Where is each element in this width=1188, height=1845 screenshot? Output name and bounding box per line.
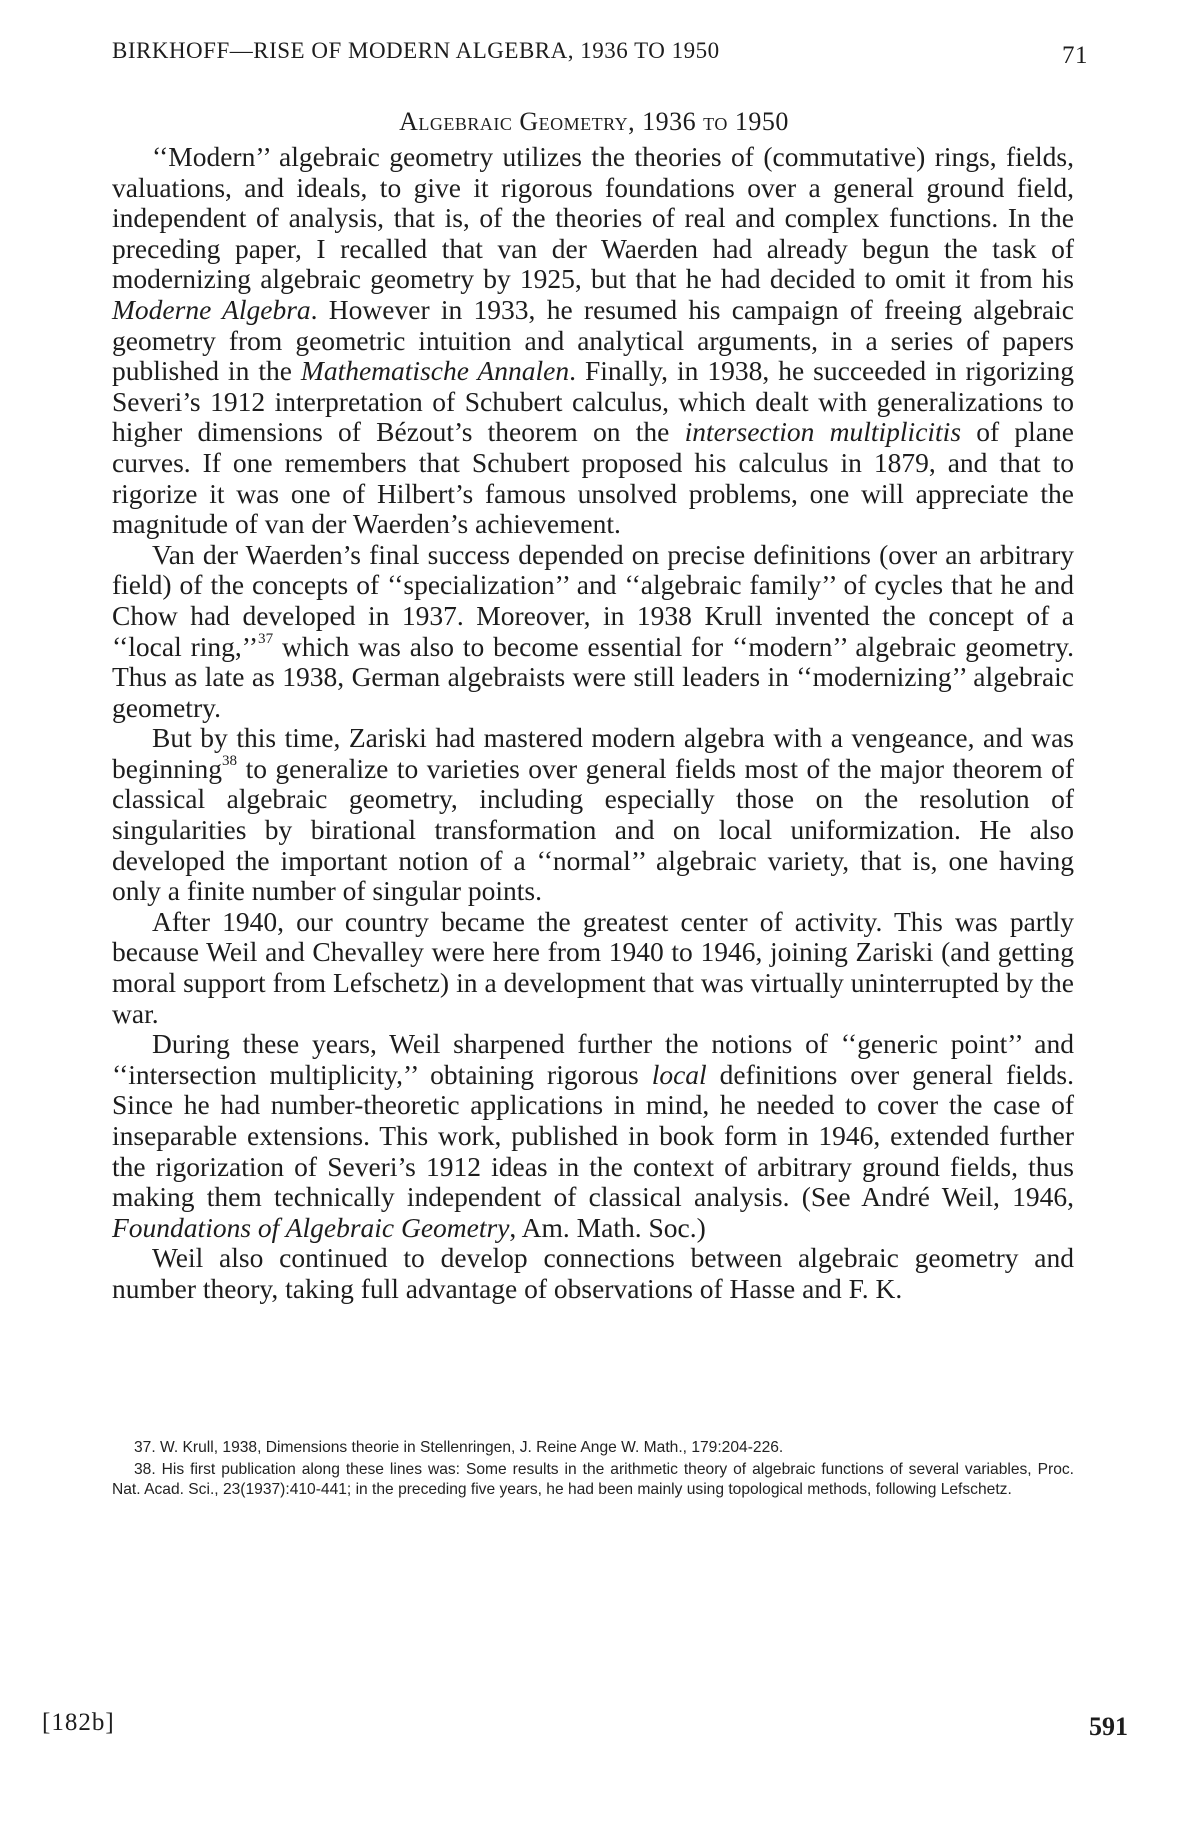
text-run: After 1940, our country became the greatest center of activity. This was partly because Weil and Chevalley were here from 1940 to 1946, joining Zariski (and getting moral support from Lefschetz) in a development that was virtually uninterrupted by the war. (112, 905, 1074, 1029)
paragraph (112, 723, 1074, 907)
text-run: . However in 1933, he resumed his campaign of freeing algebraic geometry from geometric intuition and analytical arguments, in a series of papers published in the (112, 293, 1074, 387)
section-title: Algebraic Geometry, 1936 to 1950 (399, 107, 789, 136)
footnote-reference[interactable]: 38 (222, 753, 238, 770)
paragraph (112, 1029, 1074, 1243)
italic-title: Moderne Algebra (112, 293, 311, 325)
footer-page-number: 591 (1089, 1712, 1128, 1741)
italic-term: intersection multiplicitis (684, 416, 962, 448)
text-run: , Am. Math. Soc.) (509, 1211, 706, 1243)
body-text (112, 142, 1074, 1305)
running-header (112, 38, 1088, 68)
running-title: BIRKHOFF—RISE OF MODERN ALGEBRA, 1936 TO 1950 (112, 38, 720, 63)
text-run: of plane curves. If one remembers that Schubert proposed his calculus in 1879, and that to rigorize it was one of Hilbert’s famous unsolved problems, one will appreciate the magnitude of van der Waerden’s achievement. (112, 416, 1074, 540)
text-run: . Finally, in 1938, he succeeded in rigorizing Severi’s 1912 interpretation of Schubert calculus, which dealt with generalizations to higher dimensions of Bézout’s theorem on the (112, 355, 1074, 448)
paragraph (112, 907, 1074, 1029)
text-run: During these years, Weil sharpened further the notions of ‘‘generic point’’ and ‘‘intersection multiplicity,’’ obtaining rigorous (112, 1028, 1074, 1090)
header-page-number: 71 (1062, 42, 1088, 69)
text-run: definitions over general fields. Since he had number-theoretic applications in mind, he needed to cover the case of inseparable extensions. This work, published in book form in 1946, extended further the rigorization of Severi’s 1912 ideas in the context of arbitrary ground fields, thus making them technically independent of classical analysis. (See André Weil, 1946, (112, 1058, 1074, 1213)
footnote-38: 38. His first publication along these lines was: Some results in the arithmetic theory of algebraic functions of several variables, Proc. Nat. Acad. Sci., 23(1937):410-441; in the preceding five years, he had been mainly using topological methods, following Lefschetz. (112, 1461, 1074, 1498)
text-run: to generalize to varieties over general fields most of the major theorem of classical algebraic geometry, including especially those on the resolution of singularities by birational transformation and on local uniformization. He also developed the important notion of a ‘‘normal’’ algebraic variety, that is, one having only a finite number of singular points. (112, 752, 1074, 907)
paragraph (112, 142, 1074, 540)
footer-label: [182b] (42, 1709, 115, 1736)
italic-term: local (651, 1058, 707, 1090)
text-run: ‘‘Modern’’ algebraic geometry utilizes the theories of (commutative) rings, fields, valuations, and ideals, to give it rigorous foundations over a general ground field, independent of analysis, that is, of the theories of real and complex functions. In the preceding paper, I recalled that van der Waerden had already begun the task of modernizing algebraic geometry by 1925, but that he had decided to omit it from his (112, 141, 1074, 295)
text-run: Van der Waerden’s final success depended on precise definitions (over an arbitrary field) of the concepts of ‘‘specialization’’ and ‘‘algebraic family’’ of cycles that he and Chow had developed in 1937. Moreover, in 1938 Krull invented the concept of a ‘‘local ring,’’ (112, 538, 1074, 662)
footnotes (112, 1438, 1074, 1500)
text-run: which was also to become essential for ‘‘modern’’ algebraic geometry. Thus as late as 1938, German algebraists were still leaders in ‘‘modernizing’’ algebraic geometry. (112, 630, 1075, 723)
footnote-37: 37. W. Krull, 1938, Dimensions theorie in Stellenringen, J. Reine Ange W. Math., 179:204-226. (134, 1439, 784, 1456)
paragraph (112, 540, 1074, 724)
text-run: Weil also continued to develop connections between algebraic geometry and number theory, taking full advantage of observations of Hasse and F. K. (112, 1242, 1074, 1304)
italic-title: Foundations of Algebraic Geometry (112, 1211, 510, 1243)
italic-journal: Mathematische Annalen (300, 355, 570, 387)
paragraph (112, 1243, 1074, 1304)
text-run: But by this time, Zariski had mastered modern algebra with a vengeance, and was beginning (112, 722, 1074, 784)
footnote-reference[interactable]: 37 (258, 631, 274, 648)
